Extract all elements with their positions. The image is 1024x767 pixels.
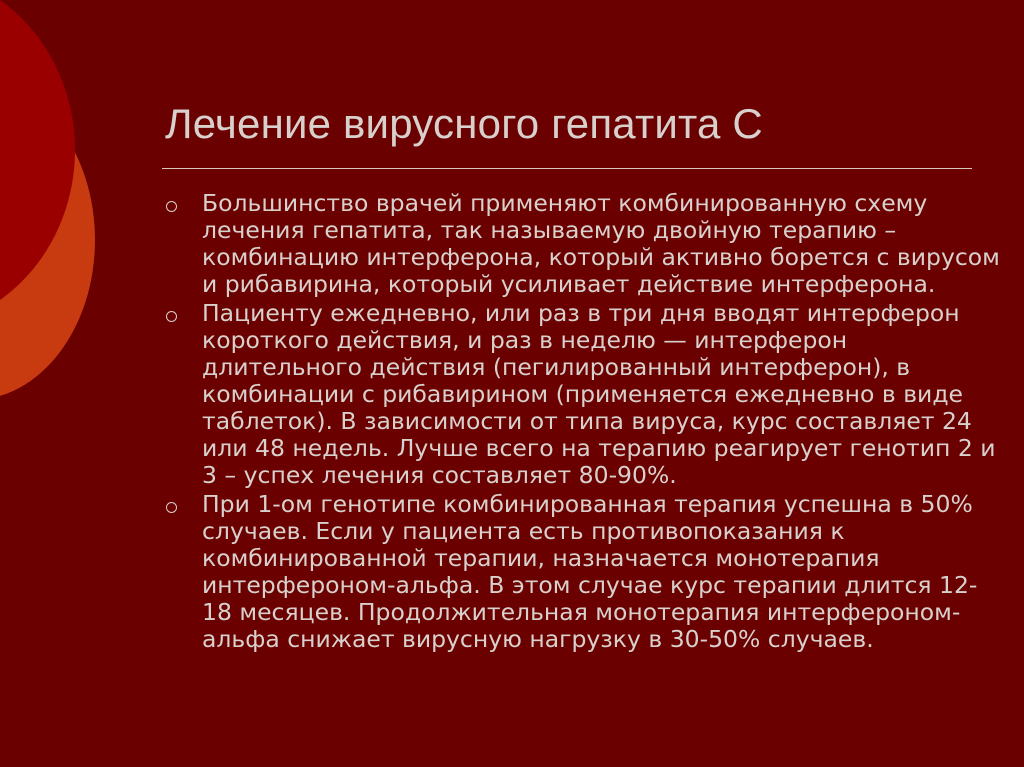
title-divider — [162, 168, 972, 169]
bullet-item — [162, 190, 1002, 298]
bullet-text: При 1-ом генотипе комбинированная терапия успешна в 50% случаев. Если у пациента есть противопоказания к комбинированной терапии, назначается монотерапия интерфероном-альфа. В этом случае курс терапии длится 12-18 месяцев. Продолжительная монотерапия интерфероном-альфа снижает вирусную нагрузку в 30-50% случаев. — [202, 490, 978, 653]
circle-bullet-icon — [166, 502, 177, 513]
bullet-text: Большинство врачей применяют комбинированную схему лечения гепатита, так называемую двойную терапию – комбинацию интерферона, который активно борется с вирусом и рибавирина, который усиливает действие интерферона. — [202, 189, 1000, 298]
bullet-text: Пациенту ежедневно, или раз в три дня вводят интерферон короткого действия, и раз в неделю — интерферон длительного действия (пегилированный интерферон), в комбинации с рибавирином (применяется ежедневно в виде таблеток). В зависимости от типа вируса, курс составляет 24 или 48 недель. Лучше всего на терапию реагирует генотип 2 и 3 – успех лечения составляет 80-90%. — [202, 299, 996, 489]
circle-bullet-icon — [166, 201, 177, 212]
bullet-list — [162, 190, 1002, 655]
bullet-item — [162, 300, 1002, 489]
bullet-item — [162, 491, 1002, 653]
slide-title: Лечение вирусного гепатита С — [165, 100, 763, 147]
circle-bullet-icon — [166, 311, 177, 322]
